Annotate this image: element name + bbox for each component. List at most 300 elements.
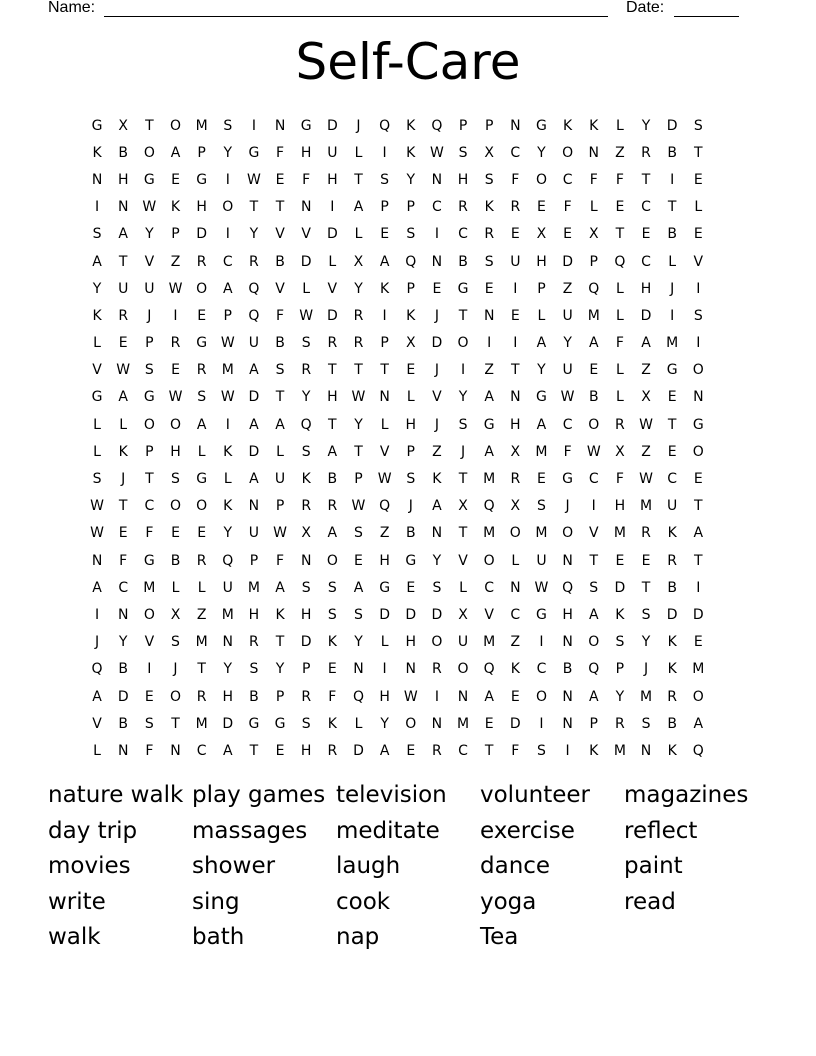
grid-letter[interactable]: Y: [354, 416, 363, 433]
grid-letter[interactable]: Z: [484, 362, 494, 379]
grid-letter[interactable]: T: [249, 199, 259, 216]
grid-letter[interactable]: R: [641, 144, 651, 161]
grid-letter[interactable]: R: [196, 253, 207, 270]
grid-letter[interactable]: A: [170, 144, 181, 161]
grid-letter[interactable]: Y: [145, 226, 154, 243]
grid-letter[interactable]: T: [275, 389, 285, 406]
grid-letter[interactable]: N: [431, 715, 443, 732]
grid-letter[interactable]: I: [382, 144, 387, 161]
grid-letter[interactable]: G: [196, 335, 208, 352]
grid-letter[interactable]: Y: [641, 117, 651, 134]
grid-letter[interactable]: D: [614, 579, 626, 596]
grid-letter[interactable]: K: [275, 606, 285, 623]
grid-letter[interactable]: L: [223, 471, 232, 488]
grid-letter[interactable]: G: [536, 389, 547, 406]
grid-letter[interactable]: H: [300, 144, 312, 161]
grid-letter[interactable]: J: [434, 362, 439, 379]
grid-letter[interactable]: W: [116, 362, 131, 379]
grid-letter[interactable]: D: [562, 253, 573, 270]
grid-letter[interactable]: T: [275, 199, 285, 216]
grid-letter[interactable]: Y: [380, 715, 389, 732]
grid-letter[interactable]: H: [327, 171, 338, 188]
grid-letter[interactable]: T: [145, 117, 154, 134]
grid-letter[interactable]: L: [589, 199, 598, 216]
grid-letter[interactable]: Z: [379, 525, 390, 542]
grid-letter[interactable]: G: [692, 416, 704, 433]
grid-letter[interactable]: P: [458, 117, 468, 134]
grid-letter[interactable]: W: [220, 389, 235, 406]
grid-letter[interactable]: D: [248, 389, 260, 406]
grid-letter[interactable]: Z: [641, 362, 651, 379]
grid-letter[interactable]: H: [327, 389, 338, 406]
grid-letter[interactable]: M: [639, 498, 653, 515]
grid-letter[interactable]: Q: [483, 661, 495, 678]
grid-letter[interactable]: Y: [223, 661, 233, 678]
grid-letter[interactable]: G: [196, 471, 208, 488]
grid-letter[interactable]: X: [641, 389, 651, 406]
grid-letter[interactable]: R: [196, 688, 207, 705]
grid-letter[interactable]: Z: [170, 253, 181, 270]
grid-letter[interactable]: F: [276, 552, 285, 569]
grid-letter[interactable]: S: [171, 634, 180, 651]
grid-letter[interactable]: I: [95, 199, 100, 216]
grid-letter[interactable]: K: [589, 742, 599, 759]
grid-letter[interactable]: R: [196, 362, 207, 379]
grid-letter[interactable]: M: [613, 525, 626, 542]
grid-letter[interactable]: X: [301, 525, 311, 542]
grid-letter[interactable]: Q: [300, 416, 312, 433]
grid-letter[interactable]: N: [640, 742, 652, 759]
grid-letter[interactable]: B: [667, 144, 677, 161]
grid-letter[interactable]: E: [641, 552, 651, 569]
grid-letter[interactable]: K: [667, 661, 677, 678]
grid-letter[interactable]: J: [643, 661, 649, 678]
grid-letter[interactable]: N: [510, 389, 521, 406]
grid-letter[interactable]: I: [696, 335, 701, 352]
grid-letter[interactable]: S: [197, 389, 207, 406]
grid-letter[interactable]: M: [613, 742, 626, 759]
grid-letter[interactable]: P: [589, 715, 598, 732]
grid-letter[interactable]: G: [143, 552, 155, 569]
grid-letter[interactable]: E: [563, 226, 573, 243]
grid-letter[interactable]: A: [484, 688, 494, 705]
grid-letter[interactable]: Q: [248, 280, 260, 297]
grid-letter[interactable]: W: [560, 389, 575, 406]
grid-letter[interactable]: N: [170, 742, 181, 759]
grid-letter[interactable]: R: [432, 661, 442, 678]
grid-letter[interactable]: M: [483, 471, 496, 488]
grid-letter[interactable]: F: [563, 199, 572, 216]
grid-letter[interactable]: H: [405, 634, 417, 651]
grid-letter[interactable]: K: [432, 471, 442, 488]
grid-letter[interactable]: R: [301, 362, 312, 379]
grid-letter[interactable]: D: [379, 606, 390, 623]
grid-letter[interactable]: I: [95, 606, 100, 623]
grid-letter[interactable]: J: [356, 117, 361, 134]
grid-letter[interactable]: T: [484, 742, 494, 759]
grid-letter[interactable]: C: [222, 253, 233, 270]
grid-letter[interactable]: K: [223, 443, 233, 460]
grid-letter[interactable]: E: [510, 307, 520, 324]
grid-letter[interactable]: T: [275, 634, 285, 651]
grid-letter[interactable]: R: [484, 226, 495, 243]
grid-letter[interactable]: W: [220, 335, 235, 352]
grid-letter[interactable]: Y: [615, 688, 625, 705]
grid-letter[interactable]: B: [118, 715, 129, 732]
grid-letter[interactable]: Q: [405, 253, 417, 270]
grid-letter[interactable]: A: [249, 471, 259, 488]
grid-letter[interactable]: E: [537, 471, 546, 488]
grid-letter[interactable]: J: [434, 416, 439, 433]
grid-letter[interactable]: B: [667, 226, 677, 243]
grid-letter[interactable]: L: [615, 389, 624, 406]
grid-letter[interactable]: N: [91, 552, 103, 569]
grid-letter[interactable]: C: [667, 471, 678, 488]
grid-letter[interactable]: S: [354, 606, 363, 623]
grid-letter[interactable]: B: [458, 253, 468, 270]
grid-letter[interactable]: T: [380, 362, 389, 379]
grid-letter[interactable]: G: [91, 117, 103, 134]
grid-letter[interactable]: E: [354, 552, 363, 569]
grid-letter[interactable]: R: [510, 199, 521, 216]
grid-letter[interactable]: T: [641, 171, 651, 188]
grid-letter[interactable]: M: [247, 579, 260, 596]
grid-letter[interactable]: S: [223, 117, 233, 134]
grid-letter[interactable]: X: [405, 335, 416, 352]
grid-letter[interactable]: P: [171, 226, 180, 243]
grid-letter[interactable]: H: [248, 606, 260, 623]
grid-letter[interactable]: E: [641, 226, 651, 243]
grid-letter[interactable]: V: [484, 606, 494, 623]
grid-letter[interactable]: M: [666, 335, 679, 352]
grid-letter[interactable]: H: [222, 688, 234, 705]
grid-letter[interactable]: L: [615, 307, 624, 324]
grid-letter[interactable]: U: [248, 525, 260, 542]
grid-letter[interactable]: Z: [615, 144, 625, 161]
grid-letter[interactable]: Q: [248, 307, 260, 324]
grid-letter[interactable]: Z: [432, 443, 442, 460]
grid-letter[interactable]: D: [405, 606, 417, 623]
grid-letter[interactable]: A: [92, 253, 102, 270]
grid-letter[interactable]: A: [536, 335, 547, 352]
grid-letter[interactable]: A: [693, 715, 704, 732]
grid-letter[interactable]: E: [197, 307, 207, 324]
grid-letter[interactable]: P: [380, 199, 389, 216]
grid-letter[interactable]: F: [276, 144, 285, 161]
grid-letter[interactable]: S: [693, 117, 703, 134]
grid-letter[interactable]: P: [380, 335, 389, 352]
grid-letter[interactable]: I: [513, 335, 518, 352]
grid-letter[interactable]: H: [170, 443, 181, 460]
grid-letter[interactable]: I: [670, 171, 675, 188]
grid-letter[interactable]: O: [562, 525, 574, 542]
grid-letter[interactable]: N: [431, 253, 443, 270]
grid-letter[interactable]: E: [406, 579, 416, 596]
grid-letter[interactable]: R: [301, 498, 312, 515]
grid-letter[interactable]: O: [169, 416, 181, 433]
grid-letter[interactable]: G: [143, 389, 155, 406]
grid-letter[interactable]: V: [144, 253, 155, 270]
grid-letter[interactable]: A: [327, 525, 338, 542]
grid-letter[interactable]: D: [692, 606, 704, 623]
grid-letter[interactable]: T: [511, 362, 520, 379]
grid-letter[interactable]: N: [117, 606, 129, 623]
grid-letter[interactable]: P: [145, 335, 154, 352]
grid-letter[interactable]: Y: [406, 171, 416, 188]
grid-letter[interactable]: T: [667, 199, 677, 216]
grid-letter[interactable]: S: [301, 579, 311, 596]
grid-letter[interactable]: O: [143, 416, 155, 433]
grid-letter[interactable]: K: [510, 661, 520, 678]
grid-letter[interactable]: I: [539, 715, 544, 732]
grid-letter[interactable]: O: [509, 525, 521, 542]
grid-letter[interactable]: A: [353, 579, 364, 596]
grid-letter[interactable]: X: [510, 443, 521, 460]
grid-letter[interactable]: V: [275, 280, 285, 297]
grid-letter[interactable]: R: [301, 688, 312, 705]
grid-letter[interactable]: O: [326, 552, 338, 569]
grid-letter[interactable]: T: [171, 715, 180, 732]
grid-letter[interactable]: D: [431, 606, 443, 623]
grid-letter[interactable]: M: [483, 525, 496, 542]
grid-letter[interactable]: L: [276, 443, 284, 460]
grid-letter[interactable]: P: [223, 307, 232, 324]
grid-letter[interactable]: R: [118, 307, 129, 324]
grid-letter[interactable]: B: [118, 661, 129, 678]
grid-letter[interactable]: O: [431, 634, 443, 651]
grid-letter[interactable]: Q: [222, 552, 234, 569]
grid-letter[interactable]: H: [457, 171, 469, 188]
grid-letter[interactable]: T: [615, 226, 625, 243]
grid-letter[interactable]: Y: [537, 144, 546, 161]
grid-letter[interactable]: N: [510, 117, 521, 134]
grid-letter[interactable]: M: [195, 117, 208, 134]
grid-letter[interactable]: R: [667, 552, 678, 569]
grid-letter[interactable]: I: [330, 199, 335, 216]
grid-letter[interactable]: P: [484, 117, 494, 134]
grid-letter[interactable]: M: [483, 634, 496, 651]
grid-letter[interactable]: Z: [510, 634, 521, 651]
grid-letter[interactable]: E: [693, 226, 703, 243]
grid-letter[interactable]: E: [171, 171, 180, 188]
grid-letter[interactable]: X: [484, 144, 494, 161]
grid-letter[interactable]: C: [588, 471, 599, 488]
grid-letter[interactable]: E: [693, 171, 703, 188]
grid-letter[interactable]: K: [406, 144, 416, 161]
grid-letter[interactable]: I: [565, 742, 570, 759]
grid-letter[interactable]: I: [460, 362, 466, 379]
grid-letter[interactable]: G: [300, 117, 312, 134]
grid-letter[interactable]: A: [196, 416, 207, 433]
grid-letter[interactable]: S: [537, 742, 546, 759]
grid-letter[interactable]: G: [248, 144, 260, 161]
grid-letter[interactable]: G: [666, 362, 678, 379]
grid-letter[interactable]: V: [379, 443, 390, 460]
grid-letter[interactable]: A: [588, 335, 599, 352]
grid-letter[interactable]: W: [246, 171, 261, 188]
grid-letter[interactable]: J: [434, 307, 439, 324]
grid-letter[interactable]: Q: [483, 498, 495, 515]
grid-letter[interactable]: G: [457, 280, 469, 297]
grid-letter[interactable]: N: [91, 171, 103, 188]
grid-letter[interactable]: A: [353, 199, 364, 216]
grid-letter[interactable]: W: [142, 199, 157, 216]
grid-letter[interactable]: N: [510, 579, 521, 596]
grid-letter[interactable]: K: [667, 634, 677, 651]
grid-letter[interactable]: A: [92, 579, 102, 596]
grid-letter[interactable]: A: [118, 226, 128, 243]
grid-letter[interactable]: F: [563, 443, 572, 460]
grid-letter[interactable]: R: [615, 416, 625, 433]
grid-letter[interactable]: Y: [354, 280, 363, 297]
grid-letter[interactable]: L: [615, 362, 624, 379]
grid-letter[interactable]: T: [328, 362, 337, 379]
grid-letter[interactable]: V: [458, 552, 468, 569]
grid-letter[interactable]: H: [510, 416, 521, 433]
grid-letter[interactable]: H: [196, 199, 207, 216]
grid-letter[interactable]: A: [118, 389, 128, 406]
grid-letter[interactable]: A: [432, 498, 442, 515]
grid-letter[interactable]: Y: [432, 552, 442, 569]
grid-letter[interactable]: R: [249, 634, 259, 651]
grid-letter[interactable]: U: [562, 362, 573, 379]
grid-letter[interactable]: G: [536, 117, 547, 134]
grid-letter[interactable]: D: [666, 117, 678, 134]
name-field-line[interactable]: [104, 16, 608, 17]
grid-letter[interactable]: B: [170, 552, 181, 569]
grid-letter[interactable]: L: [668, 253, 677, 270]
grid-letter[interactable]: D: [196, 226, 208, 243]
grid-letter[interactable]: I: [591, 498, 596, 515]
grid-letter[interactable]: X: [458, 498, 468, 515]
grid-letter[interactable]: O: [169, 117, 181, 134]
grid-letter[interactable]: X: [458, 606, 468, 623]
grid-letter[interactable]: O: [169, 498, 181, 515]
grid-letter[interactable]: O: [535, 688, 547, 705]
grid-letter[interactable]: N: [117, 742, 129, 759]
grid-letter[interactable]: Q: [588, 661, 600, 678]
grid-letter[interactable]: V: [432, 389, 442, 406]
grid-letter[interactable]: F: [145, 525, 154, 542]
grid-letter[interactable]: S: [537, 498, 546, 515]
grid-letter[interactable]: A: [249, 362, 259, 379]
grid-letter[interactable]: M: [221, 362, 234, 379]
grid-letter[interactable]: U: [457, 634, 469, 651]
grid-letter[interactable]: F: [328, 688, 337, 705]
grid-letter[interactable]: C: [458, 226, 468, 243]
grid-letter[interactable]: I: [539, 634, 544, 651]
grid-letter[interactable]: C: [510, 144, 521, 161]
grid-letter[interactable]: A: [588, 688, 599, 705]
grid-letter[interactable]: P: [406, 280, 415, 297]
grid-letter[interactable]: W: [403, 688, 418, 705]
grid-letter[interactable]: M: [692, 661, 705, 678]
grid-letter[interactable]: E: [275, 171, 285, 188]
grid-letter[interactable]: E: [144, 688, 154, 705]
grid-letter[interactable]: Y: [118, 634, 128, 651]
grid-letter[interactable]: T: [694, 552, 703, 569]
grid-letter[interactable]: K: [406, 307, 416, 324]
grid-letter[interactable]: U: [118, 280, 129, 297]
grid-letter[interactable]: E: [327, 661, 337, 678]
grid-letter[interactable]: T: [328, 416, 337, 433]
grid-letter[interactable]: C: [458, 742, 468, 759]
grid-letter[interactable]: I: [434, 688, 439, 705]
grid-letter[interactable]: J: [565, 498, 570, 515]
grid-letter[interactable]: R: [249, 253, 259, 270]
grid-letter[interactable]: J: [460, 443, 466, 460]
grid-letter[interactable]: H: [562, 606, 573, 623]
grid-letter[interactable]: V: [275, 226, 285, 243]
grid-letter[interactable]: M: [143, 579, 156, 596]
grid-letter[interactable]: C: [562, 171, 573, 188]
grid-letter[interactable]: A: [249, 416, 259, 433]
grid-letter[interactable]: F: [119, 552, 128, 569]
grid-letter[interactable]: I: [696, 579, 701, 596]
grid-letter[interactable]: R: [510, 471, 521, 488]
grid-letter[interactable]: S: [406, 226, 416, 243]
grid-letter[interactable]: V: [588, 525, 599, 542]
grid-letter[interactable]: B: [275, 253, 285, 270]
grid-letter[interactable]: F: [511, 742, 520, 759]
grid-letter[interactable]: W: [351, 389, 366, 406]
grid-letter[interactable]: T: [354, 362, 363, 379]
grid-letter[interactable]: L: [93, 443, 101, 460]
grid-letter[interactable]: K: [380, 280, 390, 297]
grid-letter[interactable]: K: [615, 606, 625, 623]
grid-letter[interactable]: R: [667, 688, 678, 705]
grid-letter[interactable]: B: [588, 389, 599, 406]
grid-letter[interactable]: O: [405, 715, 417, 732]
grid-letter[interactable]: D: [222, 715, 234, 732]
grid-letter[interactable]: B: [118, 144, 129, 161]
grid-letter[interactable]: D: [117, 688, 129, 705]
grid-letter[interactable]: D: [300, 634, 312, 651]
grid-letter[interactable]: T: [458, 471, 468, 488]
grid-letter[interactable]: N: [588, 144, 599, 161]
grid-letter[interactable]: L: [459, 579, 467, 596]
grid-letter[interactable]: O: [169, 688, 181, 705]
grid-letter[interactable]: H: [379, 552, 390, 569]
grid-letter[interactable]: O: [143, 606, 155, 623]
grid-letter[interactable]: J: [147, 307, 152, 324]
grid-letter[interactable]: O: [222, 199, 234, 216]
grid-letter[interactable]: W: [168, 389, 183, 406]
grid-letter[interactable]: B: [249, 688, 259, 705]
grid-letter[interactable]: N: [693, 389, 704, 406]
grid-letter[interactable]: L: [615, 280, 624, 297]
grid-letter[interactable]: A: [588, 606, 599, 623]
grid-letter[interactable]: F: [615, 335, 624, 352]
grid-letter[interactable]: E: [380, 226, 390, 243]
grid-letter[interactable]: X: [170, 606, 181, 623]
grid-letter[interactable]: L: [93, 742, 101, 759]
grid-letter[interactable]: R: [353, 335, 364, 352]
grid-letter[interactable]: H: [300, 606, 312, 623]
grid-letter[interactable]: O: [196, 498, 208, 515]
grid-letter[interactable]: W: [299, 307, 314, 324]
grid-letter[interactable]: O: [562, 144, 574, 161]
grid-letter[interactable]: U: [536, 552, 547, 569]
grid-letter[interactable]: X: [510, 498, 521, 515]
grid-letter[interactable]: X: [536, 226, 547, 243]
grid-letter[interactable]: S: [301, 443, 311, 460]
grid-letter[interactable]: Y: [249, 226, 259, 243]
grid-letter[interactable]: P: [301, 661, 311, 678]
grid-letter[interactable]: A: [379, 253, 390, 270]
grid-letter[interactable]: H: [379, 688, 390, 705]
grid-letter[interactable]: E: [484, 280, 494, 297]
